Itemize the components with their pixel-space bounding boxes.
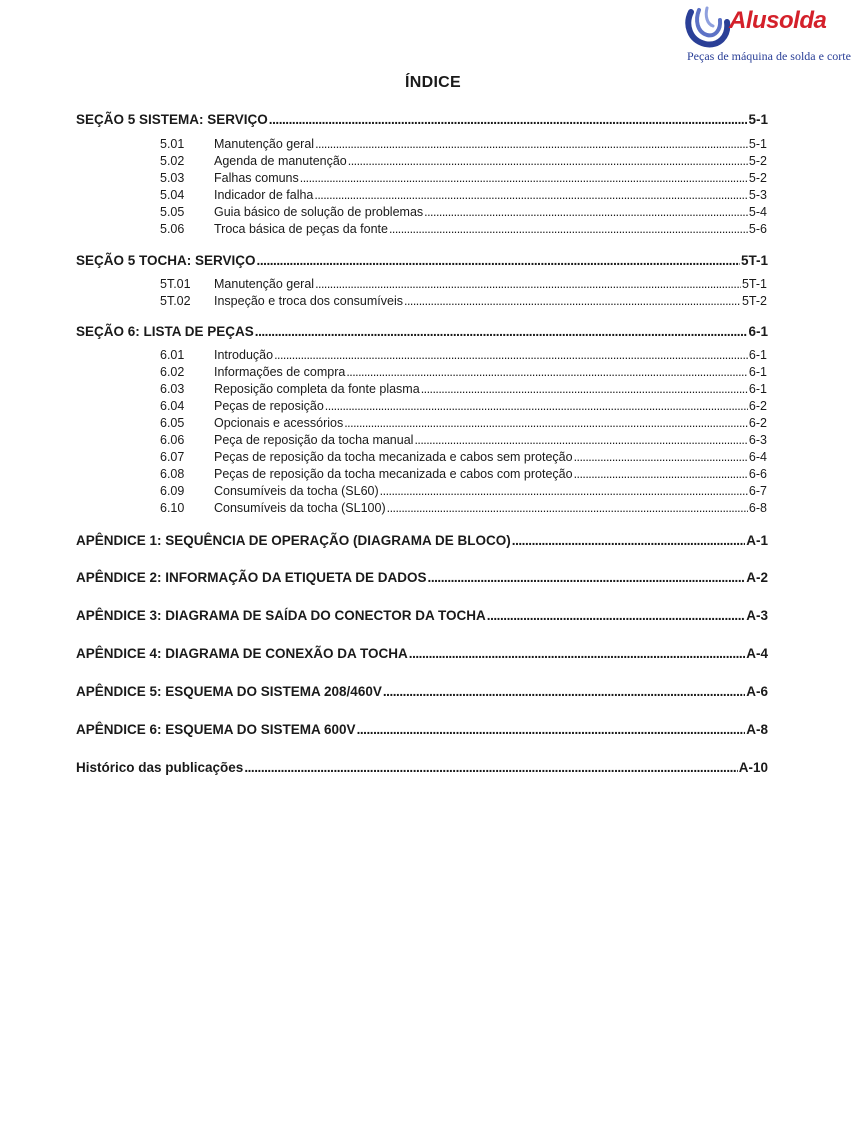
toc-page-number: 5-2	[748, 154, 767, 168]
toc-entry[interactable]	[160, 154, 767, 168]
toc-appendix-5[interactable]	[76, 684, 768, 699]
toc-entry[interactable]	[160, 399, 767, 413]
toc-entry-number: 5T.02	[160, 294, 191, 308]
toc-section-label: SEÇÃO 5 TOCHA: SERVIÇO	[76, 253, 256, 268]
dot-leader	[357, 722, 746, 737]
toc-entry-number: 5.04	[160, 188, 185, 202]
toc-page-number: 6-7	[748, 484, 767, 498]
toc-page-number: 6-1	[748, 365, 767, 379]
toc-entry[interactable]	[160, 222, 767, 236]
toc-entry[interactable]	[160, 484, 767, 498]
dot-leader	[380, 484, 748, 498]
toc-entry-label: Opcionais e acessórios	[214, 416, 344, 430]
logo-tagline: Peças de máquina de solda e corte	[687, 49, 851, 63]
toc-entry-label: Peça de reposição da tocha manual	[214, 433, 414, 447]
logo-brand-name: Alusolda	[729, 7, 827, 34]
dot-leader	[348, 154, 748, 168]
toc-entry-number: 5.01	[160, 137, 185, 151]
toc-entry[interactable]	[160, 450, 767, 464]
toc-page-number: A-1	[746, 533, 768, 548]
dot-leader	[487, 608, 745, 623]
toc-entry[interactable]	[160, 416, 767, 430]
toc-entry-label: Peças de reposição da tocha mecanizada e cabos sem proteção	[214, 450, 573, 464]
toc-appendix-label: Histórico das publicações	[76, 760, 244, 775]
toc-appendix-2[interactable]	[76, 570, 768, 585]
toc-entry-number: 6.08	[160, 467, 185, 481]
toc-appendix-label: APÊNDICE 4: DIAGRAMA DE CONEXÃO DA TOCHA	[76, 646, 408, 661]
page-title: ÍNDICE	[404, 74, 462, 91]
toc-section-5-sistema[interactable]	[76, 112, 768, 127]
toc-entry-label: Consumíveis da tocha (SL100)	[214, 501, 386, 515]
toc-publication-history[interactable]	[76, 760, 768, 775]
dot-leader	[315, 277, 741, 291]
toc-page-number: 6-6	[748, 467, 767, 481]
toc-entry-label: Peças de reposição	[214, 399, 324, 413]
toc-page-number: 5T-2	[741, 294, 767, 308]
toc-entry-label: Reposição completa da fonte plasma	[214, 382, 420, 396]
toc-entry[interactable]	[160, 205, 767, 219]
toc-entry[interactable]	[160, 382, 767, 396]
toc-entry-number: 6.05	[160, 416, 185, 430]
toc-page-number: 5T-1	[741, 277, 767, 291]
toc-entry-label: Indicador de falha	[214, 188, 314, 202]
dot-leader	[315, 137, 748, 151]
toc-page-number: 6-4	[748, 450, 767, 464]
dot-leader	[409, 646, 745, 661]
toc-entry-number: 6.03	[160, 382, 185, 396]
dot-leader	[244, 760, 737, 775]
dot-leader	[255, 324, 748, 339]
toc-page-number: 5-3	[748, 188, 767, 202]
toc-section-6[interactable]	[76, 324, 768, 339]
toc-page-number: 5-1	[748, 137, 767, 151]
toc-entry[interactable]	[160, 348, 767, 362]
toc-entry[interactable]	[160, 433, 767, 447]
toc-page-number: 6-2	[748, 416, 767, 430]
toc-page-number: 6-3	[748, 433, 767, 447]
dot-leader	[387, 501, 748, 515]
toc-entry-label: Consumíveis da tocha (SL60)	[214, 484, 379, 498]
toc-entry-number: 6.10	[160, 501, 185, 515]
toc-entry[interactable]	[160, 294, 767, 308]
toc-entry-number: 6.02	[160, 365, 185, 379]
dot-leader	[424, 205, 748, 219]
toc-entry-label: Informações de compra	[214, 365, 346, 379]
toc-section-5-tocha[interactable]	[76, 253, 768, 268]
dot-leader	[512, 533, 745, 548]
toc-page-number: A-3	[746, 608, 768, 623]
toc-entry-number: 6.04	[160, 399, 185, 413]
toc-page-number: A-4	[746, 646, 768, 661]
toc-entry-label: Peças de reposição da tocha mecanizada e cabos com proteção	[214, 467, 573, 481]
toc-page-number: 5-6	[748, 222, 767, 236]
toc-entry[interactable]	[160, 188, 767, 202]
toc-page-number: 6-1	[748, 324, 768, 339]
dot-leader	[257, 253, 740, 268]
toc-page-number: 5T-1	[740, 253, 768, 268]
toc-entry-number: 6.06	[160, 433, 185, 447]
dot-leader	[574, 467, 748, 481]
toc-page-number: A-10	[738, 760, 768, 775]
toc-entry-number: 5T.01	[160, 277, 191, 291]
toc-page-number: 6-1	[748, 382, 767, 396]
dot-leader	[428, 570, 746, 585]
dot-leader	[274, 348, 748, 362]
toc-entry-number: 5.03	[160, 171, 185, 185]
toc-page-number: 6-8	[748, 501, 767, 515]
toc-entry[interactable]	[160, 137, 767, 151]
toc-appendix-6[interactable]	[76, 722, 768, 737]
toc-entry[interactable]	[160, 171, 767, 185]
toc-entry[interactable]	[160, 501, 767, 515]
toc-page-number: 5-2	[748, 171, 767, 185]
toc-entry-label: Manutenção geral	[214, 137, 315, 151]
toc-entry-number: 6.09	[160, 484, 185, 498]
toc-appendix-label: APÊNDICE 2: INFORMAÇÃO DA ETIQUETA DE DADOS	[76, 570, 427, 585]
dot-leader	[389, 222, 748, 236]
toc-page-number: 6-1	[748, 348, 767, 362]
dot-leader	[314, 188, 748, 202]
dot-leader	[414, 433, 747, 447]
toc-entry-number: 5.02	[160, 154, 185, 168]
dot-leader	[269, 112, 748, 127]
toc-section-label: SEÇÃO 6: LISTA DE PEÇAS	[76, 324, 254, 339]
dot-leader	[300, 171, 748, 185]
toc-page-number: A-6	[746, 684, 768, 699]
logo-swirl-icon	[683, 2, 731, 50]
dot-leader	[344, 416, 748, 430]
toc-entry-label: Introdução	[214, 348, 274, 362]
toc-entry-label: Manutenção geral	[214, 277, 315, 291]
dot-leader	[325, 399, 748, 413]
toc-page-number: 5-1	[748, 112, 768, 127]
toc-page-number: A-8	[746, 722, 768, 737]
toc-appendix-label: APÊNDICE 1: SEQUÊNCIA DE OPERAÇÃO (DIAGRAMA DE BLOCO)	[76, 533, 511, 548]
toc-entry-number: 6.07	[160, 450, 185, 464]
dot-leader	[574, 450, 748, 464]
dot-leader	[421, 382, 748, 396]
toc-entry-number: 5.06	[160, 222, 185, 236]
toc-appendix-1[interactable]	[76, 533, 768, 548]
toc-entry-number: 6.01	[160, 348, 185, 362]
brand-logo	[683, 2, 851, 68]
toc-entry-label: Inspeção e troca dos consumíveis	[214, 294, 403, 308]
toc-page-number: A-2	[746, 570, 768, 585]
toc-entry-label: Troca básica de peças da fonte	[214, 222, 388, 236]
toc-page-number: 5-4	[748, 205, 767, 219]
dot-leader	[383, 684, 745, 699]
toc-appendix-label: APÊNDICE 6: ESQUEMA DO SISTEMA 600V	[76, 722, 356, 737]
toc-entry-number: 5.05	[160, 205, 185, 219]
dot-leader	[404, 294, 741, 308]
toc-entry[interactable]	[160, 467, 767, 481]
toc-appendix-label: APÊNDICE 3: DIAGRAMA DE SAÍDA DO CONECTOR DA TOCHA	[76, 608, 486, 623]
toc-entry[interactable]	[160, 365, 767, 379]
toc-appendix-4[interactable]	[76, 646, 768, 661]
toc-page-number: 6-2	[748, 399, 767, 413]
toc-entry[interactable]	[160, 277, 767, 291]
toc-entry-label: Falhas comuns	[214, 171, 299, 185]
dot-leader	[346, 365, 748, 379]
toc-entry-label: Agenda de manutenção	[214, 154, 347, 168]
toc-entry-label: Guia básico de solução de problemas	[214, 205, 424, 219]
toc-section-label: SEÇÃO 5 SISTEMA: SERVIÇO	[76, 112, 268, 127]
toc-appendix-label: APÊNDICE 5: ESQUEMA DO SISTEMA 208/460V	[76, 684, 382, 699]
toc-appendix-3[interactable]	[76, 608, 768, 623]
